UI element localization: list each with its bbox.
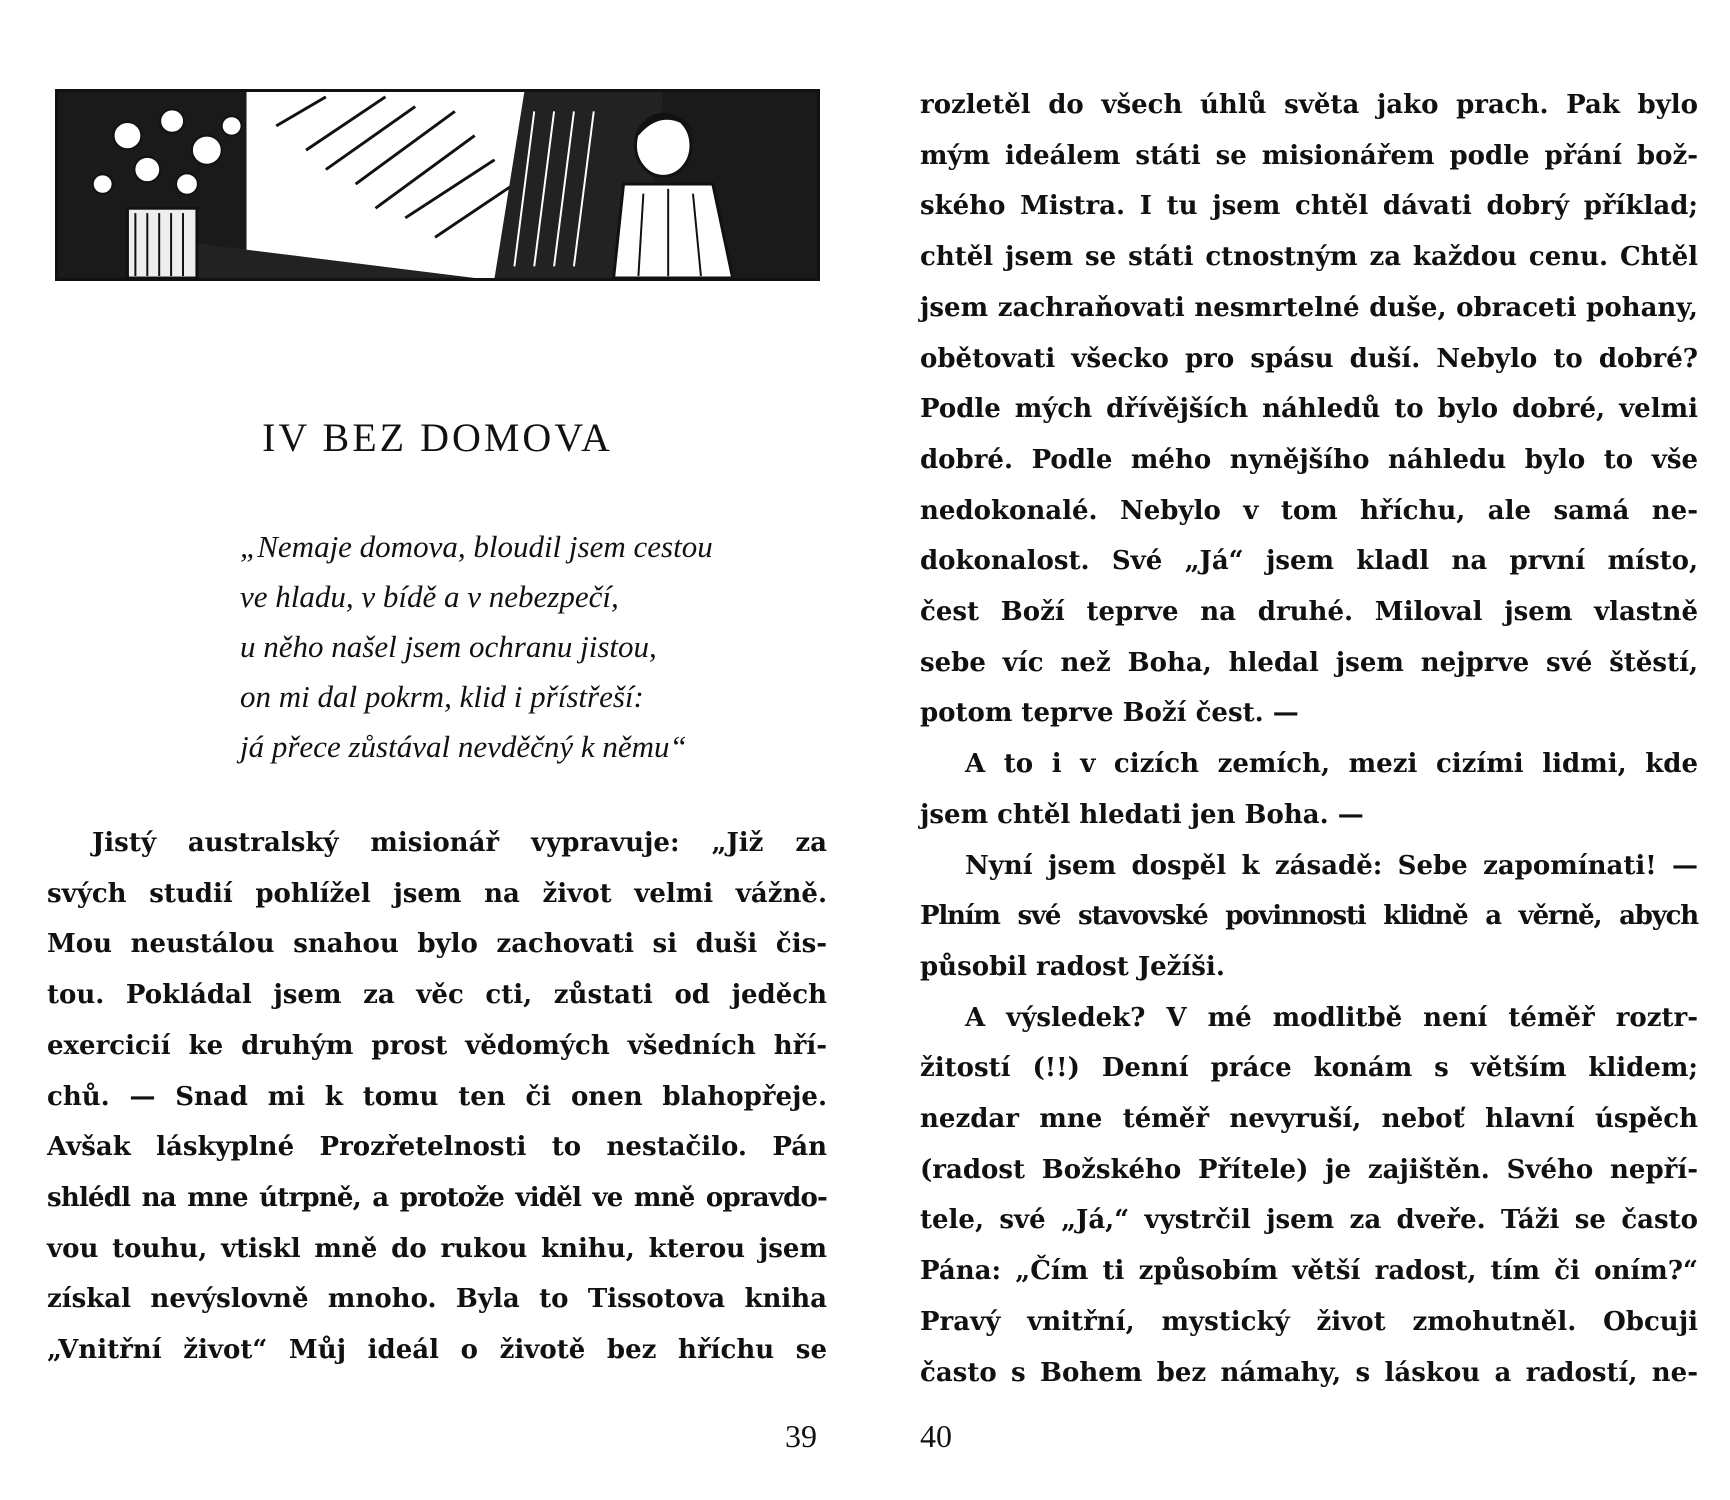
text-line: čest Boží teprve na druhé. Miloval jsem vlastně [920, 597, 1698, 628]
woodcut-image [58, 92, 817, 278]
text-line: shlédl na mne útrpně, a protože viděl ve mně opravdo- [47, 1182, 827, 1213]
text-line: svých studií pohlížel jsem na život velmi vážně. [47, 878, 827, 909]
text-line: tele, své „Já,“ vystrčil jsem za dveře. Táži se často [920, 1205, 1698, 1236]
text-line: Pána: „Čím ti způsobím větší radost, tím či oním?“ [920, 1256, 1698, 1287]
page-number: 40 [920, 1418, 952, 1454]
poem-line: u něho našel jsem ochranu jistou, [240, 629, 657, 664]
text-line: potom teprve Boží čest. — [920, 698, 1299, 729]
text-line: jsem chtěl hledati jen Boha. — [920, 799, 1364, 830]
text-line: (radost Božského Přítele) je zajištěn. Svého nepří- [920, 1154, 1698, 1185]
text-line: rozletěl do všech úhlů světa jako prach. Pak bylo [920, 90, 1698, 120]
text-line: vou touhu, vtiskl mně do rukou knihu, kterou jsem [47, 1233, 827, 1264]
chapter-title: IV BEZ DOMOVA [262, 415, 613, 460]
text-line: chů. — Snad mi k tomu ten či onen blahopřeje. [47, 1081, 827, 1112]
text-line: A to i v cizích zemích, mezi cizími lidmi, kde [965, 749, 1698, 780]
text-line: obětovati všecko pro spásu duší. Nebylo to dobré? [920, 343, 1698, 374]
text-line: Jistý australský misionář vypravuje: „Již za [92, 828, 827, 858]
text-line: dobré. Podle mého nynějšího náhledu bylo to vše [920, 444, 1698, 475]
text-line: získal nevýslovně mnoho. Byla to Tissotova kniha [47, 1284, 827, 1315]
poem-epigraph [240, 522, 840, 772]
right-body-text [920, 80, 1698, 1398]
text-line: Mou neustálou snahou bylo zachovati si duši čis- [47, 929, 827, 960]
poem-line: „Nemaje domova, bloudil jsem cestou [240, 529, 713, 564]
poem-line: já přece zůstával nevděčný k němu“ [240, 729, 687, 764]
text-line: tou. Pokládal jsem za věc cti, zůstati od jeděch [47, 980, 827, 1011]
text-line: sebe víc než Boha, hledal jsem nejprve své štěstí, [920, 647, 1698, 678]
text-line: ského Mistra. I tu jsem chtěl dávati dobrý příklad; [920, 191, 1698, 222]
text-line: A výsledek? V mé modlitbě není téměř roztr- [965, 1002, 1698, 1033]
poem-line: ve hladu, v bídě a v nebezpečí, [240, 579, 619, 614]
poem-line: on mi dal pokrm, klid i přístřeší: [240, 679, 644, 714]
page-number: 39 [785, 1418, 817, 1454]
text-line: dokonalost. Své „Já“ jsem kladl na první místo, [920, 546, 1698, 577]
text-line: Plním své stavovské povinnosti klidně a věrně, abych [920, 901, 1698, 932]
text-line: „Vnitřní život“ Můj ideál o životě bez hříchu se [47, 1335, 827, 1366]
text-line: Pravý vnitřní, mystický život zmohutněl. Obcuji [920, 1306, 1698, 1337]
text-line: nezdar mne téměř nevyruší, neboť hlavní úspěch [920, 1104, 1698, 1135]
text-line: mým ideálem státi se misionářem podle přání bož- [920, 140, 1698, 171]
text-line: chtěl jsem se státi ctnostným za každou cenu. Chtěl [920, 242, 1698, 273]
text-line: exercicií ke druhým prost vědomých všedních hří- [47, 1030, 827, 1061]
text-line: žitostí (!!) Denní práce konám s větším klidem; [920, 1053, 1698, 1084]
text-line: Nyní jsem dospěl k zásadě: Sebe zapomínati! — [965, 850, 1698, 881]
left-body-text [47, 818, 827, 1376]
text-line: jsem zachraňovati nesmrtelné duše, obraceti pohany, [920, 292, 1698, 323]
text-line: Avšak láskyplné Prozřetelnosti to nestačilo. Pán [47, 1132, 827, 1163]
right-page [865, 0, 1730, 1500]
woodcut-illustration [55, 89, 820, 281]
text-line: často s Bohem bez námahy, s láskou a radostí, ne- [920, 1357, 1698, 1388]
text-line: nedokonalé. Nebylo v tom hříchu, ale samá ne- [920, 495, 1698, 526]
text-line: působil radost Ježíši. [920, 951, 1225, 982]
text-line: Podle mých dřívějších náhledů to bylo dobré, velmi [920, 394, 1698, 425]
